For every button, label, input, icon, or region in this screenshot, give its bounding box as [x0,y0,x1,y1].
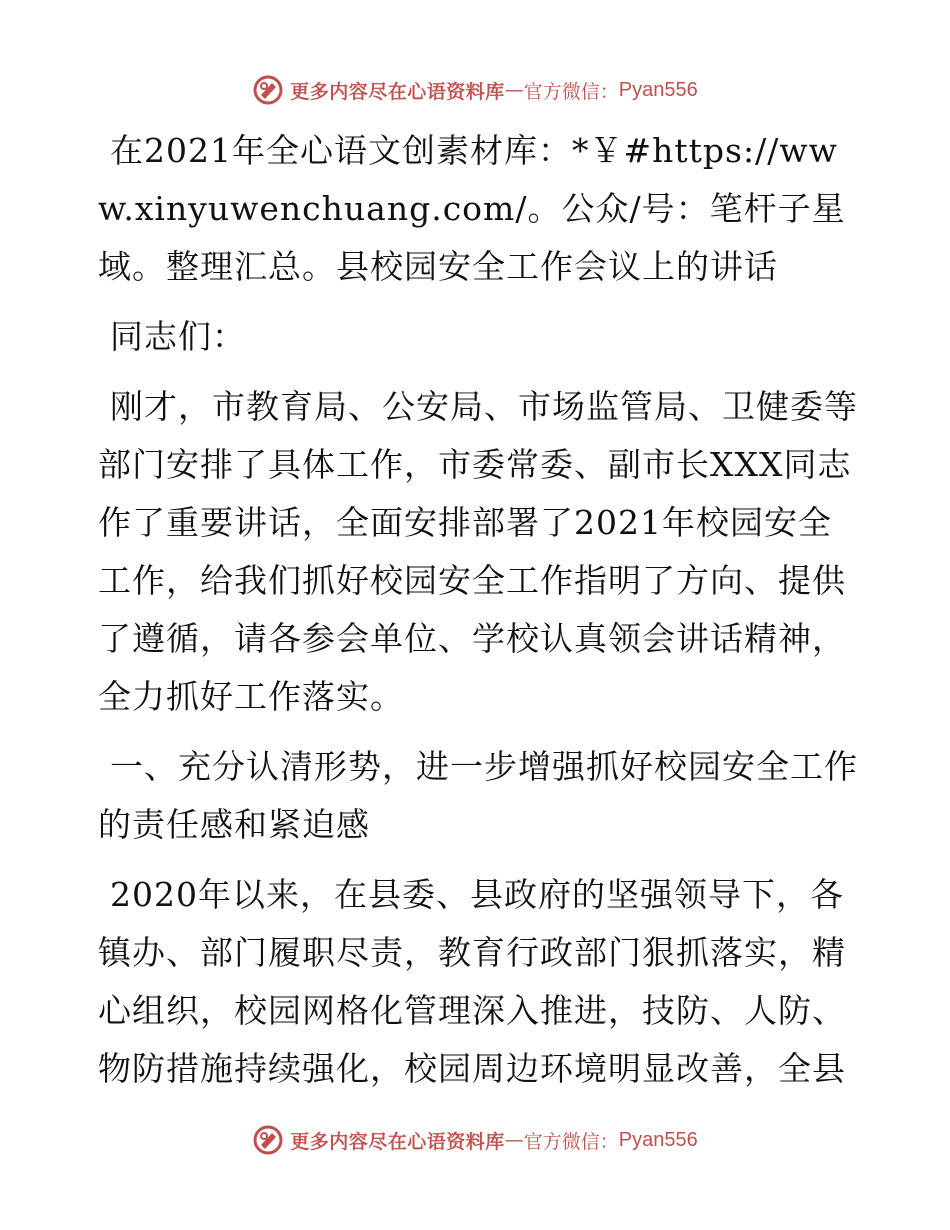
brand-text: 更多内容尽在心语资料库 [290,80,505,103]
wechat-label: 官方微信： [523,1130,619,1153]
intro-paragraph: 刚才，市教育局、公安局、市场监管局、卫健委等部门安排了具体工作，市委常委、副市长XXX同志作了重要讲话，全面安排部署了2021年校园安全工作，给我们抓好校园安全工作指明了方向、提供了遵循，请各参会单位、学校认真领会讲话精神，全力抓好工作落实。 [98,387,858,716]
wechat-label: 官方微信： [523,80,619,103]
brand-logo-icon [252,74,284,106]
brand-text: 更多内容尽在心语资料库 [290,1130,505,1153]
header-watermark-banner [0,70,950,110]
wechat-id: Pyan556 [618,78,698,101]
title-paragraph: 在2021年全心语文创素材库：*￥#https://www.xinyuwenchuang.com/。公众/号：笔杆子星域。整理汇总。县校园安全工作会议上的讲话 [98,131,846,286]
footer-watermark-banner [0,1120,950,1160]
document-body [98,122,858,1110]
salutation-paragraph: 同志们： [110,317,246,356]
banner-dash: — [504,1129,524,1151]
section-heading: 一、充分认清形势，进一步增强抓好校园安全工作的责任感和紧迫感 [98,747,858,844]
wechat-id: Pyan556 [618,1128,698,1151]
banner-dash: — [504,79,524,101]
body-paragraph: 2020年以来，在县委、县政府的坚强领导下，各镇办、部门履职尽责，教育行政部门狠抓落实，精心组织，校园网格化管理深入推进，技防、人防、物防措施持续强化，校园周边环境明显改善，全县 [98,875,846,1088]
brand-logo-icon [252,1124,284,1156]
